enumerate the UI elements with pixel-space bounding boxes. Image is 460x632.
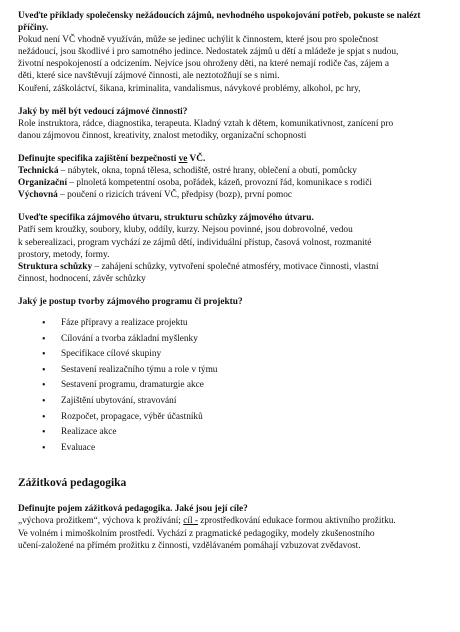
answer-line: Role instruktora, rádce, diagnostika, terapeuta. Kladný vztah k dětem, komunikativnost, zanícení pro — [18, 118, 394, 129]
term-text: – zahájení schůzky, vytvoření společné atmosféry, motivace činnosti, vlastní — [92, 261, 379, 272]
answer-line: nežádoucí, jsou škodlivé i pro samotného jedince. Nedostatek zájmů u dětí a mládeže je spjat s nudou, — [18, 47, 399, 58]
term-text: – nábytek, okna, topná tělesa, schodiště, ostré hrany, oblečení a obutí, pomůcky — [58, 166, 357, 177]
answer-line: danou zájmovou činnost, kreativity, znalost metodiky, organizační schopnosti — [18, 130, 307, 141]
spacer — [18, 285, 446, 296]
spacer — [18, 490, 446, 503]
list-item: • Fáze přípravy a realizace projektu — [42, 316, 446, 332]
heading-underlined-word: ve — [178, 153, 188, 164]
question-heading-6: Definujte pojem zážitková pedagogika. Jaké jsou její cíle? — [18, 504, 248, 515]
question-heading-3 — [18, 153, 446, 165]
question-heading-4: Uveďte specifika zájmového útvaru, strukturu schůzky zájmového útvaru. — [18, 213, 314, 224]
answer-line: životní nespokojeností a odcizením. Nejvíce jsou ohroženy děti, na které nemají rodiče čas, zájem a — [18, 59, 389, 70]
safety-item-educational — [18, 189, 446, 201]
question-heading-5: Jaký je postup tvorby zájmového programu či projektu? — [18, 296, 243, 307]
answer-line: Patří sem kroužky, soubory, kluby, oddíly, kurzy. Nejsou povinné, jsou dobrovolné, vedou — [18, 225, 353, 236]
answer-line: k seberealizaci, program vychází ze zájmů dětí, individuální přístup, časová volnost, rozmanité — [18, 237, 372, 248]
heading-text: VČ. — [187, 153, 206, 164]
spacer — [18, 308, 446, 314]
term-label: Výchovná — [18, 190, 58, 201]
document-page — [18, 10, 446, 552]
answer-line — [18, 515, 446, 527]
list-item: • Rozpočet, propagace, výběr účastníků — [42, 410, 446, 426]
question-heading-1: Uveďte příklady společensky nežádoucích zájmů, nevhodného uspokojování potřeb, pokuste se nalézt příčiny. — [18, 11, 421, 34]
heading-text: Definujte specifika zajištění bezpečnosti — [18, 153, 179, 164]
list-item: • Cílování a tvorba základní myšlenky — [42, 332, 446, 348]
project-steps-list — [18, 316, 446, 456]
section-title: Zážitková pedagogika — [18, 477, 127, 490]
answer-line: prostory, metody, formy. — [18, 249, 110, 260]
list-item: • Zajištění ubytování, stravování — [42, 394, 446, 410]
safety-item-technical — [18, 165, 446, 177]
safety-item-organizational — [18, 177, 446, 189]
list-item: • Realizace akce — [42, 425, 446, 441]
answer-text: zprostředkování edukace formou aktivního prožitku. — [197, 516, 396, 527]
list-item: • Evaluace — [42, 441, 446, 457]
spacer — [18, 456, 446, 476]
question-heading-2: Jaký by měl být vedoucí zájmové činnosti? — [18, 106, 188, 117]
list-item: • Specifikace cílové skupiny — [42, 347, 446, 363]
answer-line: Kouření, záškoláctví, šikana, kriminalita, vandalismus, návykové problémy, alkohol, pc hry, — [18, 83, 361, 94]
list-item: • Sestavení programu, dramaturgie akce — [42, 378, 446, 394]
spacer — [18, 95, 446, 106]
meeting-structure — [18, 261, 446, 273]
term-text: – plnoletá kompetentní osoba, pořádek, kázeň, provozní řád, komunikace s rodiči — [67, 178, 372, 189]
list-item: • Sestavení realizačního týmu a role v týmu — [42, 363, 446, 379]
answer-line: děti, které sice navštěvují zájmové činnosti, ale neztotožňují se s nimi. — [18, 71, 280, 82]
answer-line: Ve volném i mimoškolním prostředí. Vychází z pragmatické pedagogiky, modely zkušenostního — [18, 528, 375, 539]
spacer — [18, 142, 446, 153]
answer-line: učení-založené na přímém prožitku z činnosti, vzdělávaném pomáhají vzbuzovat zvědavost. — [18, 540, 361, 551]
goal-label: cíl - — [183, 516, 198, 527]
answer-line: Pokud není VČ vhodně využíván, může se jedinec uchýlit k činnostem, které jsou pro společnost — [18, 35, 379, 46]
spacer — [18, 201, 446, 212]
term-label: Organizační — [18, 178, 68, 189]
term-label: Technická — [18, 166, 59, 177]
answer-line: činnost, hodnocení, závěr schůzky — [18, 273, 146, 284]
answer-text: „výchova prožitkem“, výchova k prožívání; — [18, 516, 184, 527]
term-label: Struktura schůzky — [18, 261, 93, 272]
term-text: – poučení o rizicích trávení VČ, předpisy (bozp), první pomoc — [57, 190, 293, 201]
